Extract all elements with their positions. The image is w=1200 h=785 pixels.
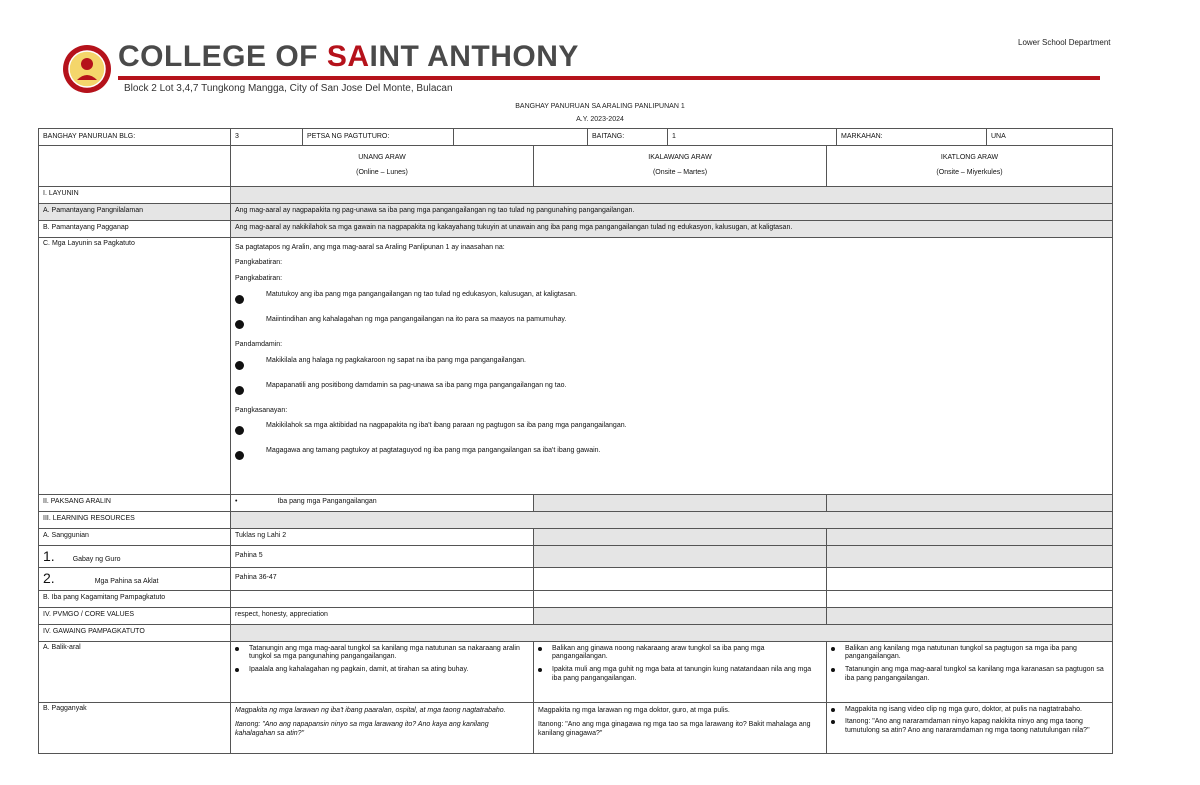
balik-aral-day-2: Balikan ang ginawa noong nakaraang araw tungkol sa iba pang mga pangangailangan. Ipakita muli ang mga guhit ng mga bata at tanungin kung natatandaan nila ang mga iba pang pangangailangan. bbox=[534, 641, 827, 702]
bullet-icon bbox=[831, 668, 835, 672]
academic-year: A.Y. 2023-2024 bbox=[576, 116, 624, 123]
gabay-value: Pahina 5 bbox=[231, 545, 534, 568]
pagkatuto-content: Sa pagtatapos ng Aralin, ang mga mag-aaral sa Araling Panlipunan 1 ay inaasahan na: Pangkabatiran: Pangkabatiran: Matutukoy ang iba pang mga pangangailangan ng tao tulad ng edukasyon, kalusugan, at kaligtasan. Maiintindihan ang kahalagahan ng mga pangangailangan na ito para sa maayos na pamumuhay. Pandamdamin: Makikilala ang halaga ng pagkakaroon ng sapat na iba pang mga pangangailangan. Mapapanatili ang positibong damdamin sa pag-unawa sa iba pang mga pangangailangan ng tao. Pangkasanayan: Makikilahok sa mga aktibidad na nagpapakita ng iba't ibang paraan ng pagtugon sa iba pang mga pangangailangan. Magagawa ang tamang pagtukoy at pagtataguyod ng iba pang mga pangangailangan sa iba't ibang gawain. bbox=[231, 237, 1113, 494]
values-label: IV. PVMGO / CORE VALUES bbox=[39, 607, 231, 624]
objective-item: Maiintindihan ang kahalagahan ng mga pangangailangan na ito para sa maayos na pamumuhay. bbox=[235, 316, 1108, 329]
college-name: COLLEGE OF SAINT ANTHONY bbox=[118, 40, 579, 73]
bullet-icon bbox=[831, 708, 835, 712]
info-row bbox=[39, 129, 1113, 146]
document-header bbox=[0, 0, 1200, 110]
aklat-value: Pahina 36-47 bbox=[231, 568, 534, 591]
pagganyak-day-2: Magpakita ng mga larawan ng mga doktor, guro, at mga pulis. Itanong: "Ano ang mga ginagawa ng mga tao sa mga larawang ito? Bakit mahalaga ang kanilang ginagawa?" bbox=[534, 702, 827, 753]
paksa-label: II. PAKSANG ARALIN bbox=[39, 494, 231, 511]
kagamitan-label: B. Iba pang Kagamitang Pampagkatuto bbox=[39, 590, 231, 607]
objective-item: Makikilahok sa mga aktibidad na nagpapakita ng iba't ibang paraan ng pagtugon sa iba pang mga pangangailangan. bbox=[235, 422, 1108, 435]
pangnilalaman-row bbox=[39, 203, 1113, 220]
sanggunian-label: A. Sanggunian bbox=[39, 528, 231, 545]
values-text: respect, honesty, appreciation bbox=[231, 607, 534, 624]
sanggunian-value: Tuklas ng Lahi 2 bbox=[231, 528, 534, 545]
balik-aral-day-1: Tatanungin ang mga mag-aaral tungkol sa kanilang mga natutunan sa nakaraang aralin tungkol sa mga pangunahing pangangailangan. Ipaalala ang kahalagahan ng pagkain, damit, at tirahan sa ating buhay. bbox=[231, 641, 534, 702]
bullet-icon bbox=[235, 451, 244, 460]
pagganap-label: B. Pamantayang Pagganap bbox=[39, 220, 231, 237]
bullet-icon bbox=[235, 647, 239, 651]
gawain-label: IV. GAWAING PAMPAGKATUTO bbox=[39, 624, 231, 641]
blg-label: BANGHAY PANURUAN BLG: bbox=[39, 129, 231, 146]
kagamitan-row bbox=[39, 590, 1113, 607]
pagganap-text: Ang mag-aaral ay nakikilahok sa mga gawain na nagpapakita ng kakayahang tukuyin at unawain ang iba pang mga pangangailangan tulad ng edukasyon, kalusugan, at kaligtasan. bbox=[231, 220, 1113, 237]
balik-aral-row bbox=[39, 641, 1113, 702]
values-row bbox=[39, 607, 1113, 624]
layunin-row bbox=[39, 186, 1113, 203]
bullet-icon bbox=[235, 320, 244, 329]
resources-label: III. LEARNING RESOURCES bbox=[39, 511, 231, 528]
pagganyak-row bbox=[39, 702, 1113, 753]
aklat-label: 2. Mga Pahina sa Aklat bbox=[39, 568, 231, 591]
objective-item: Matutukoy ang iba pang mga pangangailangan ng tao tulad ng edukasyon, kalusugan, at kaligtasan. bbox=[235, 291, 1108, 304]
bullet-icon bbox=[538, 647, 542, 651]
kagamitan-value bbox=[231, 590, 534, 607]
petsa-value bbox=[454, 129, 588, 146]
blg-value: 3 bbox=[231, 129, 303, 146]
pagkatuto-label: C. Mga Layunin sa Pagkatuto bbox=[39, 237, 231, 494]
school-seal-icon bbox=[62, 44, 112, 94]
bullet-icon bbox=[235, 668, 239, 672]
objective-item: Mapapanatili ang positibong damdamin sa pag-unawa sa iba pang mga pangangailangan ng tao. bbox=[235, 382, 1108, 395]
balik-aral-label: A. Balik-aral bbox=[39, 641, 231, 702]
pagganyak-day-1: Magpakita ng mga larawan ng iba't ibang paaralan, ospital, at mga taong nagtatrabaho. Itanong: "Ano ang napapansin ninyo sa mga larawang ito? Ano kaya ang kanilang kahalagahan sa atin?" bbox=[231, 702, 534, 753]
bullet-icon bbox=[235, 386, 244, 395]
gawain-row bbox=[39, 624, 1113, 641]
bullet-icon bbox=[235, 361, 244, 370]
bullet-icon bbox=[831, 647, 835, 651]
day-2-header: IKALAWANG ARAW (Onsite – Martes) bbox=[534, 146, 827, 187]
pagganap-row bbox=[39, 220, 1113, 237]
pangnilalaman-text: Ang mag-aaral ay nagpapakita ng pag-unawa sa iba pang mga pangangailangan ng tao tulad ng pangunahing pangangailangan. bbox=[231, 203, 1113, 220]
pagganyak-day-3: Magpakita ng isang video clip ng mga guro, doktor, at pulis na nagtatrabaho. Itanong: "Ano ang nararamdaman ninyo kapag nakikita ninyo ang mga taong tumutulong sa atin? Ano ang nararamdaman ng mga taong natutulungan nila?" bbox=[827, 702, 1113, 753]
college-address: Block 2 Lot 3,4,7 Tungkong Mangga, City of San Jose Del Monte, Bulacan bbox=[124, 83, 453, 94]
paksa-row bbox=[39, 494, 1113, 511]
objective-item: Makikilala ang halaga ng pagkakaroon ng sapat na iba pang mga pangangailangan. bbox=[235, 357, 1108, 370]
sanggunian-row bbox=[39, 528, 1113, 545]
bullet-icon bbox=[235, 295, 244, 304]
objective-item: Magagawa ang tamang pagtukoy at pagtataguyod ng iba pang mga pangangailangan sa iba't ibang gawain. bbox=[235, 447, 1108, 460]
bullet-icon bbox=[538, 668, 542, 672]
department-label: Lower School Department bbox=[1018, 38, 1111, 47]
markahan-label: MARKAHAN: bbox=[837, 129, 987, 146]
gabay-row bbox=[39, 545, 1113, 568]
layunin-pagkatuto-row bbox=[39, 237, 1113, 494]
petsa-label: PETSA NG PAGTUTURO: bbox=[303, 129, 454, 146]
bullet-icon bbox=[831, 720, 835, 724]
bullet-icon bbox=[235, 426, 244, 435]
baitang-label: BAITANG: bbox=[588, 129, 668, 146]
paksa-value: • Iba pang mga Pangangailangan bbox=[231, 494, 534, 511]
resources-row bbox=[39, 511, 1113, 528]
pangnilalaman-label: A. Pamantayang Pangnilalaman bbox=[39, 203, 231, 220]
lesson-plan-table bbox=[38, 128, 1113, 754]
document-title: BANGHAY PANURUAN SA ARALING PANLIPUNAN 1 bbox=[515, 103, 685, 110]
layunin-heading: I. LAYUNIN bbox=[39, 186, 231, 203]
gabay-label: 1. Gabay ng Guro bbox=[39, 545, 231, 568]
aklat-row bbox=[39, 568, 1113, 591]
days-header-row bbox=[39, 146, 1113, 187]
markahan-value: UNA bbox=[987, 129, 1113, 146]
day-1-header: UNANG ARAW (Online – Lunes) bbox=[231, 146, 534, 187]
day-3-header: IKATLONG ARAW (Onsite – Miyerkules) bbox=[827, 146, 1113, 187]
pagganyak-label: B. Pagganyak bbox=[39, 702, 231, 753]
balik-aral-day-3: Balikan ang kanilang mga natutunan tungkol sa pagtugon sa mga iba pang pangangailangan. Tatanungin ang mga mag-aaral tungkol sa kanilang mga karanasan sa pagtugon sa iba pang pangangailangan. bbox=[827, 641, 1113, 702]
baitang-value: 1 bbox=[668, 129, 837, 146]
header-rule bbox=[118, 76, 1100, 80]
